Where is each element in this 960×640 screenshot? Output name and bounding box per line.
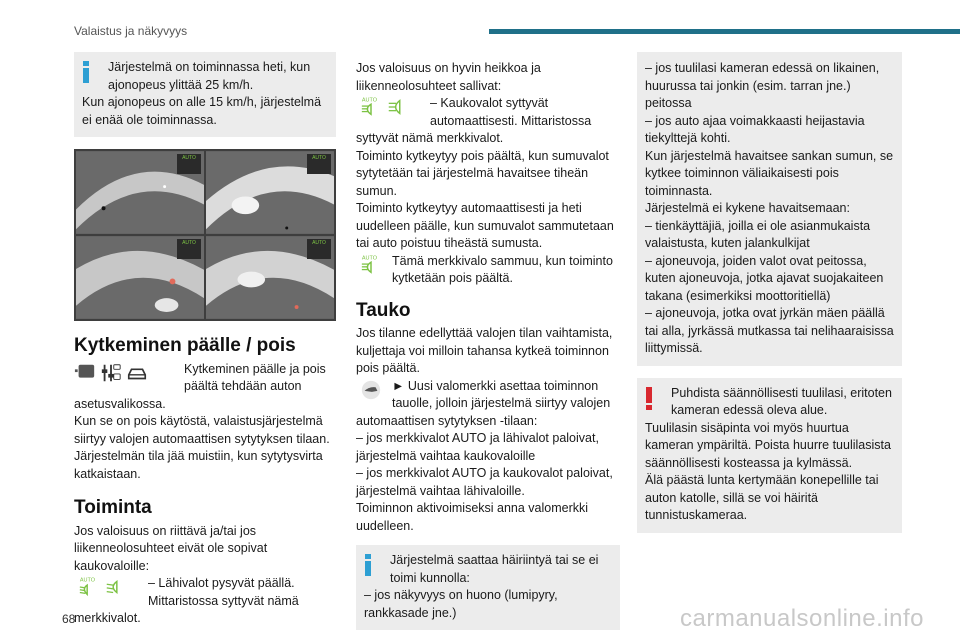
on-off-text: Kun se on pois käytöstä, valaistusjärjestelmä siirtyy valojen automaattisen sytytyksen tilaan. [74,414,330,446]
body-text: Toiminto kytkeytyy automaattisesti ja heti uudelleen päälle, kun sumuvalot sammutetaan tai auto poistuu tiheästä sumusta. [356,201,614,250]
settings-icon [100,362,122,384]
info-icon [365,554,371,576]
heading-on-off: Kytkeminen päälle / pois [74,335,296,356]
body-text: Jos valoisuus on hyvin heikkoa ja liikenneolosuhteet sallivat: [356,61,541,93]
auto-high-beam-icon: AUTO [307,239,331,259]
body-text: syttyvät nämä merkkivalot. [356,131,504,145]
body-text: – Kaukovalot syttyvät automaattisesti. Mittaristossa [430,96,592,128]
illustration-panel [76,151,204,234]
note-text: – ajoneuvoja, joiden valot ovat peitossa, kuten ajoneuvoja, jotka ajavat suojakaiteen takana (esimerkiksi moottoritiellä) [645,253,884,303]
low-beam-icon [104,576,126,598]
body-text: Toiminnon aktivoimiseksi anna valomerkki uudelleen. [356,501,589,533]
on-off-text: Järjestelmän tila jää muistiin, kun sytytysvirta katkaistaan. [74,449,323,481]
body-text: Jos tilanne edellyttää valojen tilan vaihtamista, kuljettaja voi milloin tahansa kytkeä toiminnon pois päältä. [356,326,613,375]
auto-high-beam-icon [360,254,382,276]
warning-text: Tuulilasin sisäpinta voi myös huurtua kameran ympäriltä. Poista huurre tuulilasista säännöllisesti kosteassa ja kylmässä. [645,420,891,470]
info-box [74,52,336,137]
auto-high-beam-icon: AUTO [307,154,331,174]
flash-row [356,378,620,413]
warning-text: Älä päästä lunta kertymään konepellille tai auton katolle, sillä se voi häiritä tunnistuskameraa. [645,473,879,522]
body-text: Toiminto kytkeytyy pois päältä, kun sumuvalot sytytetään tai järjestelmä havaitsee tiheän sumun. [356,148,609,198]
heading-function: Toiminta [74,497,152,518]
on-off-text: asetusvalikossa. [74,396,166,411]
car-icon [126,362,148,384]
section-title: Valaistus ja näkyvyys [74,24,188,38]
auto-low-beam-icon [78,576,100,598]
flash-icon [360,379,382,401]
on-off-text: Kytkeminen päälle ja pois päältä tehdään auton [184,361,326,393]
screen-icon [74,362,96,384]
body-text: automaattisen sytytyksen -tilaan: [356,413,538,428]
body-text: ► Uusi valomerkki asettaa toiminnon tauolle, jolloin järjestelmä siirtyy valojen [392,378,611,410]
header-accent-bar [489,29,960,34]
info-icon [83,61,89,83]
high-beam-row [356,95,620,130]
warning-text: Puhdista säännöllisesti tuulilasi, eritoten kameran edessä oleva alue. [671,385,892,417]
info-box [356,545,620,630]
warning-icon [646,387,652,411]
note-text: – ajoneuvoja, jotka ovat jyrkän mäen päällä tai alla, jyrkässä mutkassa tai nelihaaraisissa liittymissä. [645,306,894,355]
watermark: carmanualsonline.info [680,605,924,632]
notes-box [637,52,902,366]
page-number: 68 [62,612,76,626]
auto-off-row [356,253,620,288]
svg-text:AUTO: AUTO [79,577,96,584]
auto-high-beam-icon [360,96,382,118]
illustration-panel [206,151,334,234]
function-text: merkkivalot. [74,611,141,625]
auto-high-beam-icon: AUTO [177,239,201,259]
info-text: Järjestelmä saattaa häiriintyä tai se ei toimi kunnolla: [390,553,599,585]
body-text: – jos merkkivalot AUTO ja lähivalot paloivat, järjestelmä vaihtaa kaukovaloille [356,431,599,463]
note-text: Järjestelmä ei kykene havaitsemaan: [645,201,850,215]
illustration-panel [206,236,334,319]
column-2 [356,60,620,630]
note-text: – jos auto ajaa voimakkaasti heijastavia tiekylttejä kohti. [645,113,865,145]
body-text: – jos merkkivalot AUTO ja kaukovalot paloivat, järjestelmä vaihtaa lähivaloille. [356,466,613,498]
svg-text:AUTO: AUTO [361,97,378,104]
info-text: Järjestelmä on toiminnassa heti, kun ajonopeus ylittää 25 km/h. [108,60,311,92]
note-text: – tienkäyttäjiä, joilla ei ole asianmukaista valaistusta, kuten jalankulkijat [645,218,871,250]
warning-box [637,378,902,533]
info-text: Kun ajonopeus on alle 15 km/h, järjestelmä ei enää ole toiminnassa. [82,95,322,127]
info-text: – jos näkyvyys on huono (lumipyry, rankkasade jne.) [364,588,558,620]
body-text: Tämä merkkivalo sammuu, kun toiminto kytketään pois päältä. [392,253,613,285]
heading-pause: Tauko [356,299,411,321]
camera-illustration [74,149,336,321]
on-off-row [74,361,336,396]
high-beam-icon [386,96,408,118]
function-text: – Lähivalot pysyvät päällä. Mittaristossa syttyvät nämä [148,576,299,608]
function-icon-row [74,575,336,610]
illustration-panel [76,236,204,319]
column-1 [74,52,336,628]
note-text: – jos tuulilasi kameran edessä on likainen, huurussa tai jonkin (esim. tarran jne.) peitossa [645,61,880,110]
column-3 [637,52,902,533]
function-text: Jos valoisuus on riittävä ja/tai jos liikenneolosuhteet eivät ole sopivat kaukovaloille: [74,523,268,573]
note-text: Kun järjestelmä havaitsee sankan sumun, se kytkee toiminnon väliaikaisesti pois toiminnasta. [645,148,894,198]
svg-text:AUTO: AUTO [361,255,378,261]
auto-high-beam-icon: AUTO [177,154,201,174]
